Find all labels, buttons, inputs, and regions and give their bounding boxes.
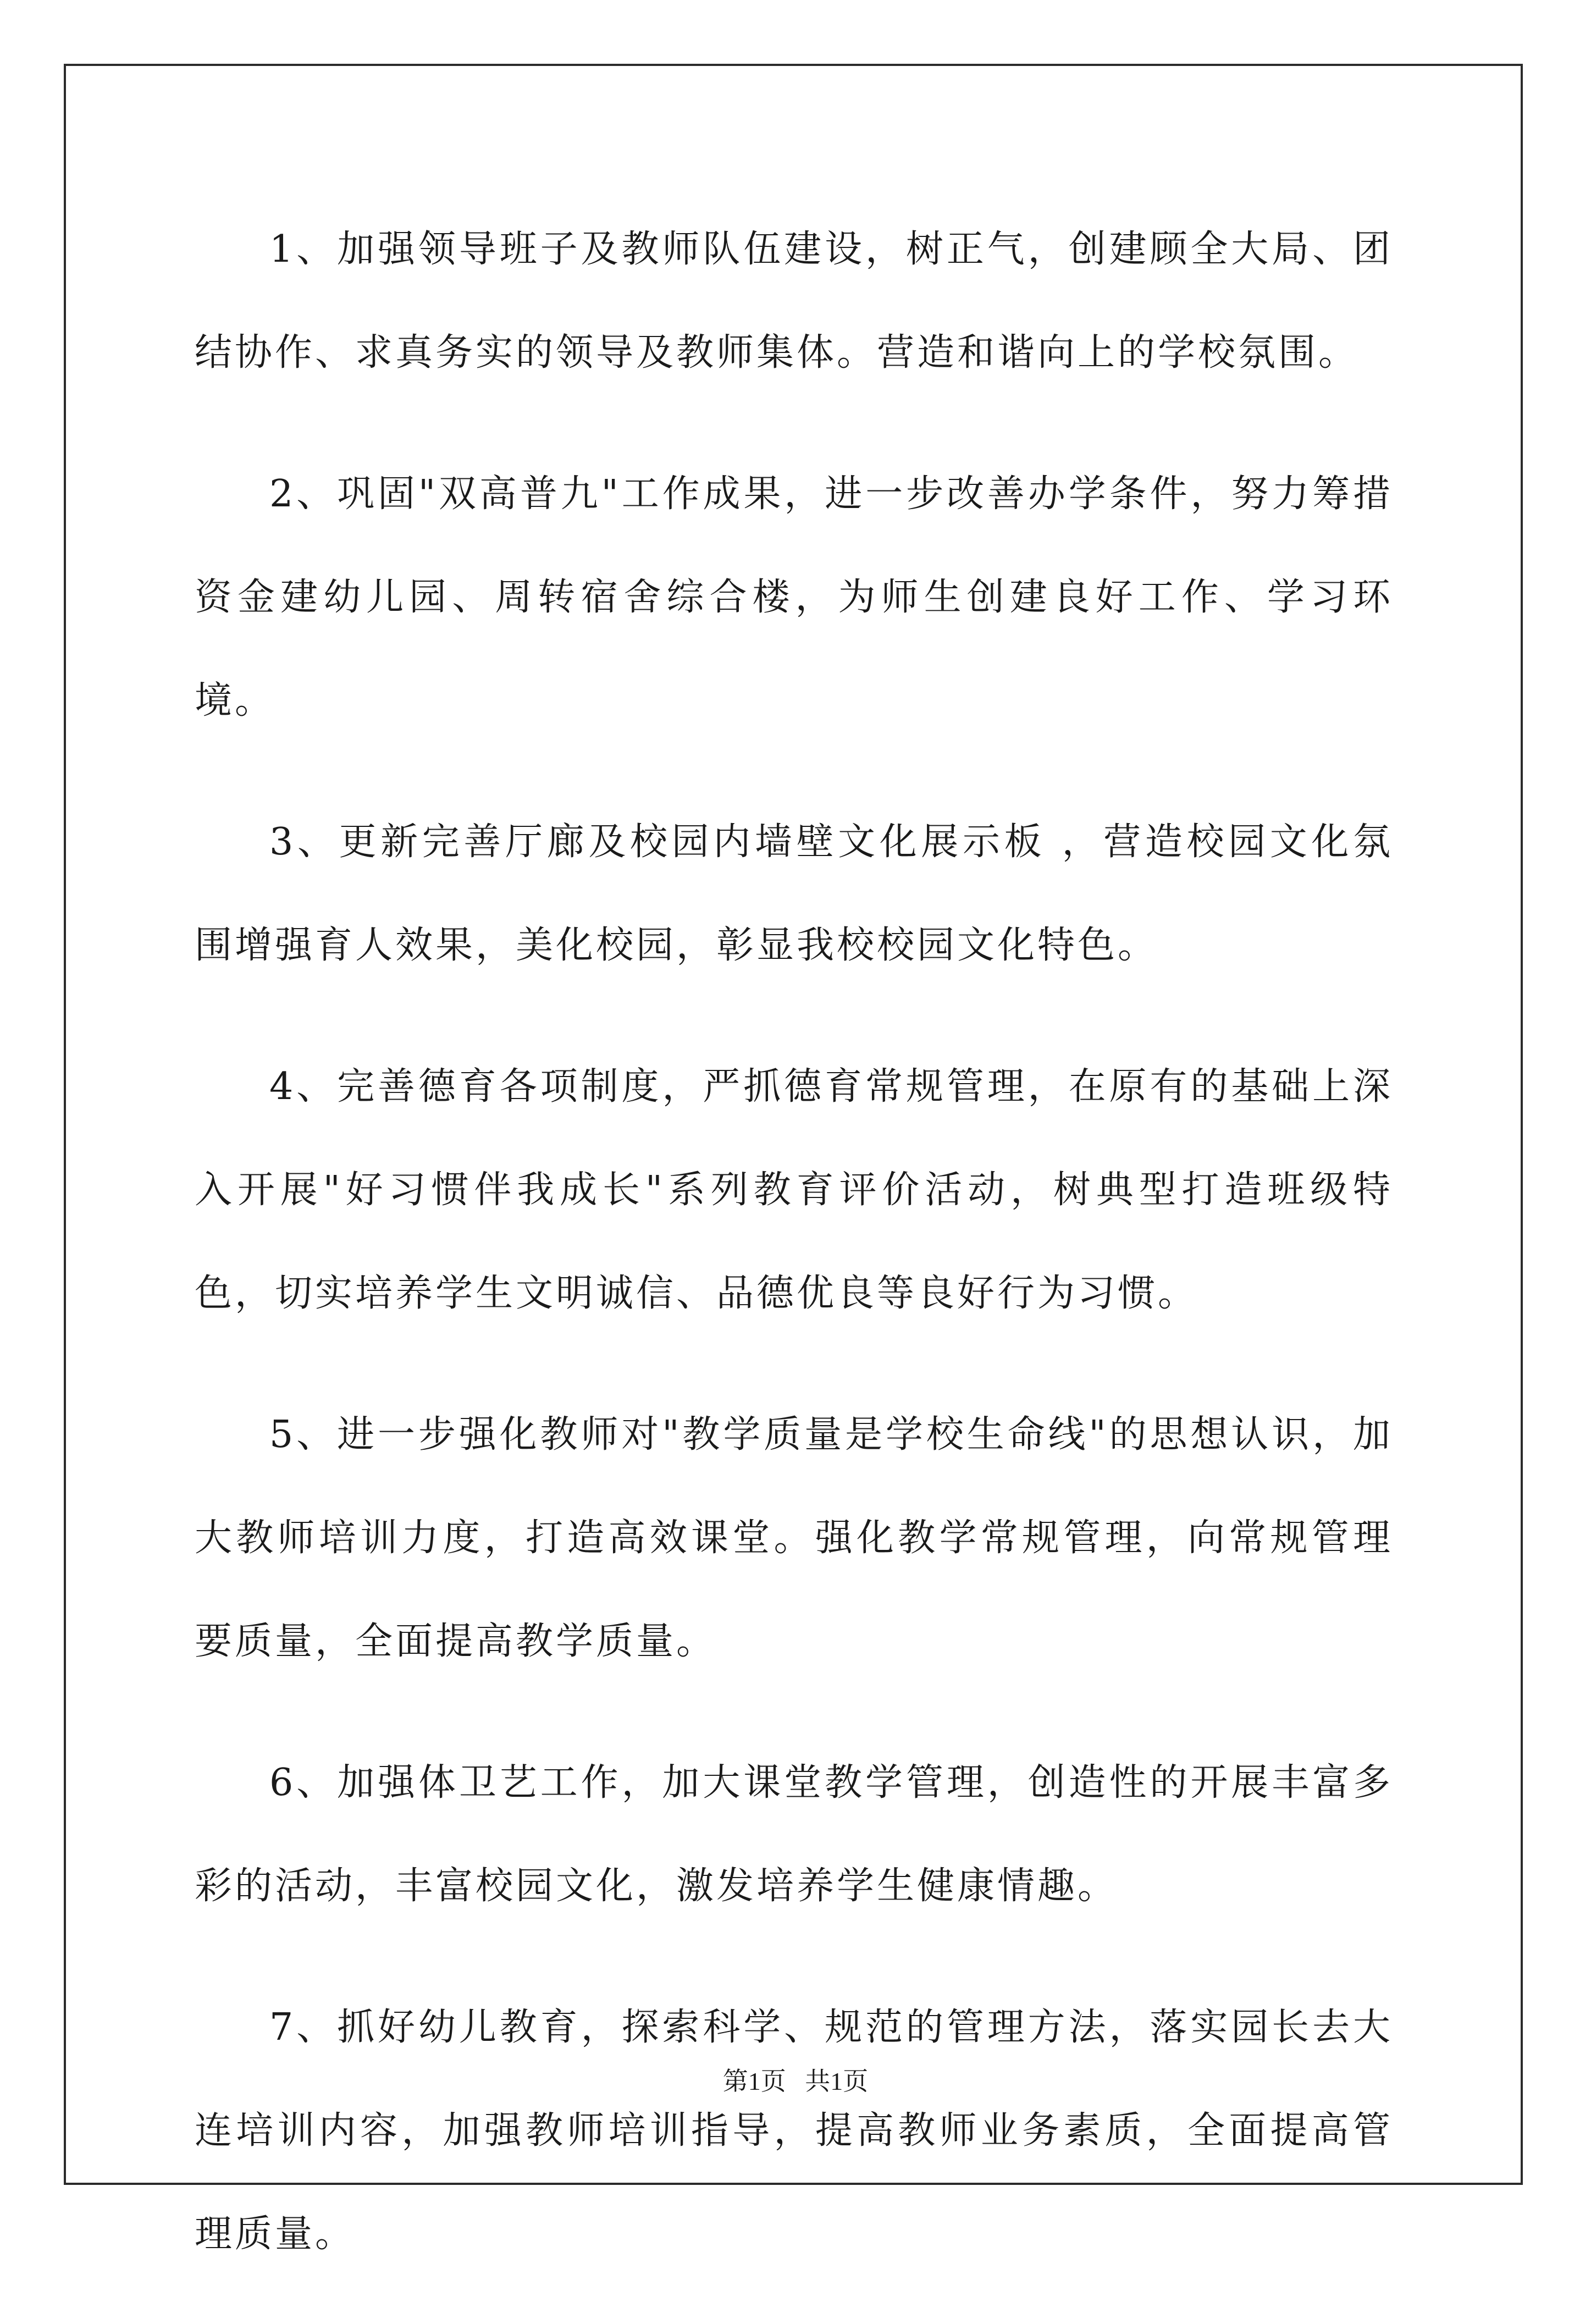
page-number-footer: 第1页 共1页: [722, 2067, 869, 2095]
paragraph-1: 1、加强领导班子及教师队伍建设，树正气，创建顾全大局、团结协作、求真务实的领导及教师集体。营造和谐向上的学校氛围。: [195, 228, 1393, 374]
document-body: [195, 198, 1393, 2324]
paragraph-6: 6、加强体卫艺工作，加大课堂教学管理，创造性的开展丰富多彩的活动，丰富校园文化，激发培养学生健康情趣。: [195, 1761, 1393, 1908]
paragraph-5: 5、进一步强化教师对"教学质量是学校生命线"的思想认识，加大教师培训力度，打造高效课堂。强化教学常规管理，向常规管理要质量，全面提高教学质量。: [195, 1413, 1393, 1663]
paragraph-3: 3、更新完善厅廊及校园内墙壁文化展示板 ，营造校园文化氛围增强育人效果，美化校园，彰显我校校园文化特色。: [195, 820, 1393, 967]
paragraph-4: 4、完善德育各项制度，严抓德育常规管理，在原有的基础上深入开展"好习惯伴我成长"系列教育评价活动，树典型打造班级特色，切实培养学生文明诚信、品德优良等良好行为习惯。: [195, 1065, 1393, 1315]
paragraph-7: 7、抓好幼儿教育，探索科学、规范的管理方法，落实园长去大连培训内容，加强教师培训指导，提高教师业务素质，全面提高管理质量。: [195, 2006, 1393, 2256]
paragraph-2: 2、巩固"双高普九"工作成果，进一步改善办学条件，努力筹措资金建幼儿园、周转宿舍综合楼，为师生创建良好工作、学习环境。: [195, 472, 1393, 722]
